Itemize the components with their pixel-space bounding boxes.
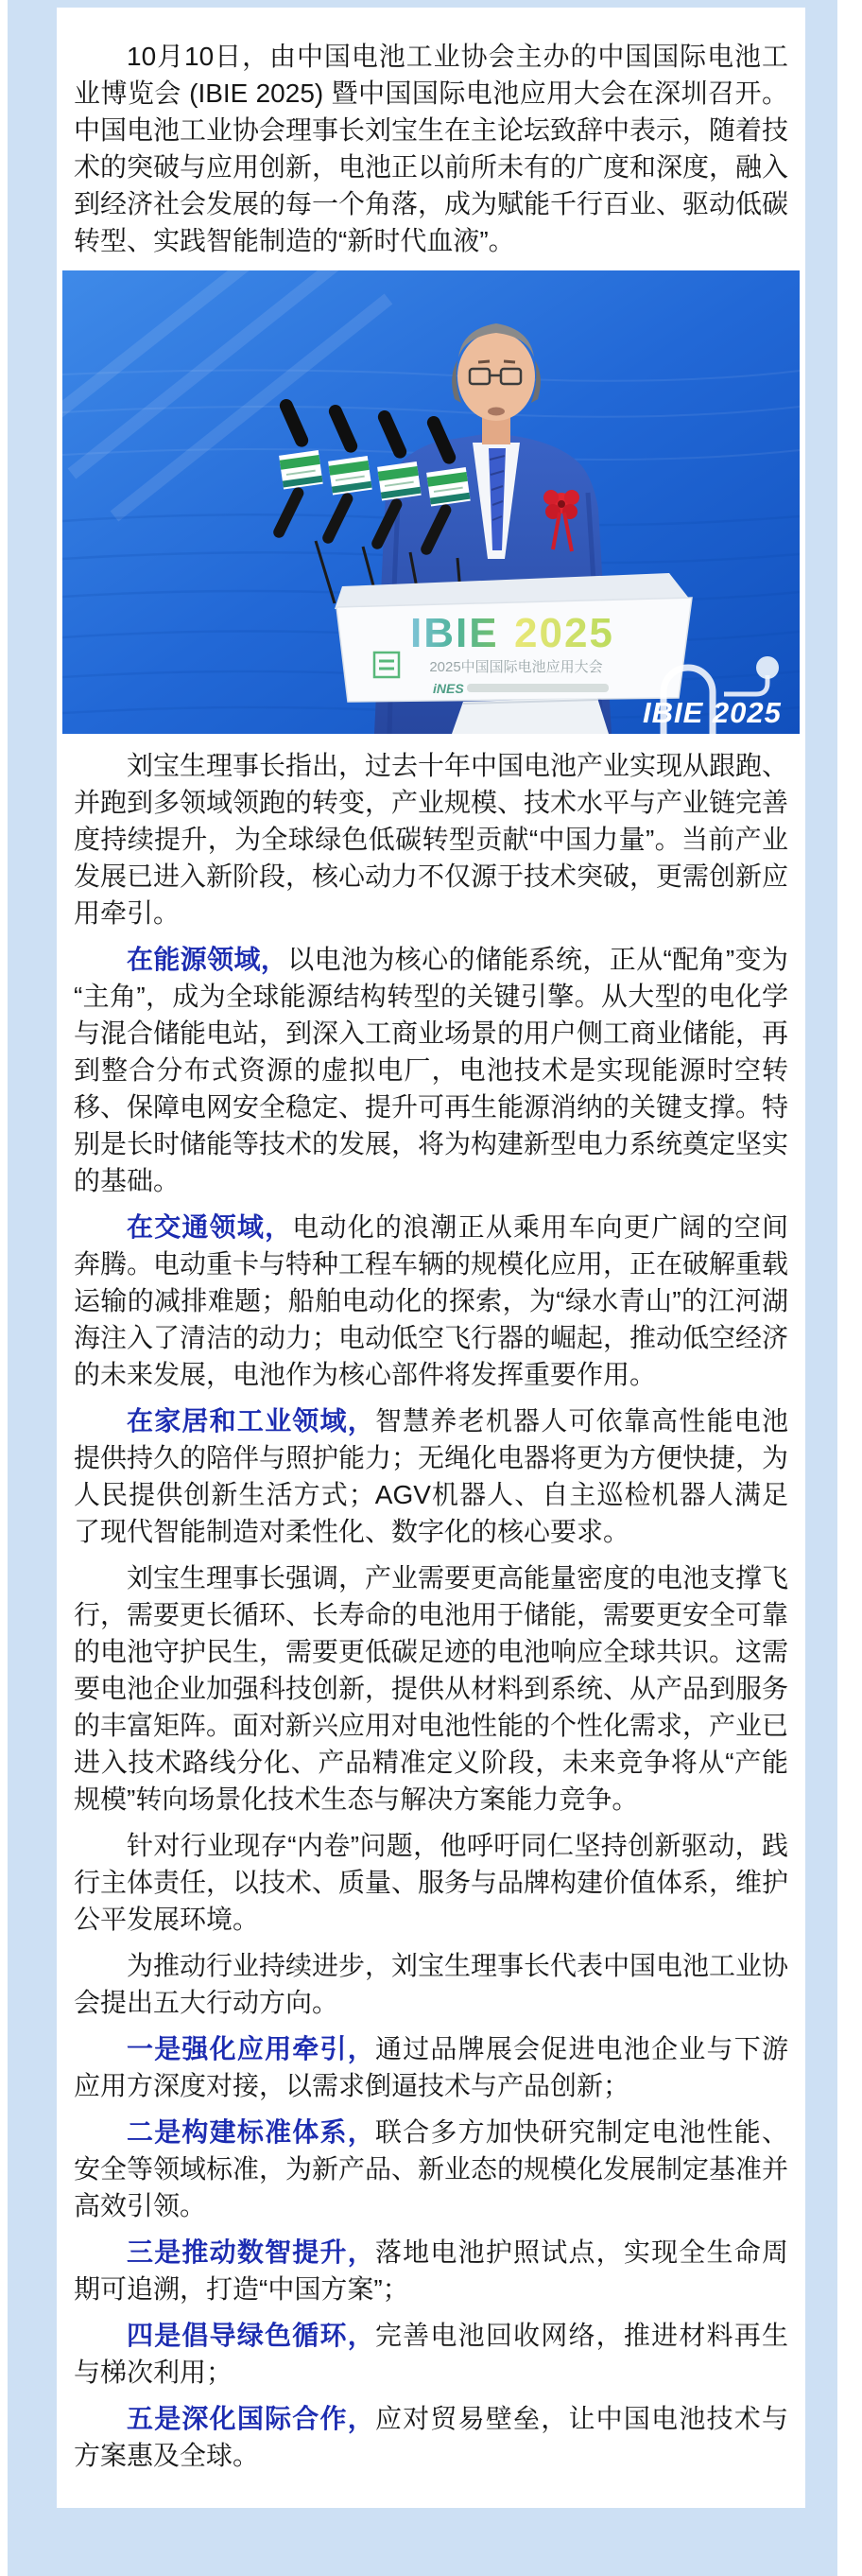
paragraph: 针对行业现存“内卷”问题，他呼吁同仁坚持创新驱动，践行主体责任，以技术、质量、服务与品牌构建价值体系，维护公平发展环境。 bbox=[74, 1831, 789, 1934]
photo-watermark: IBIE 2025 bbox=[643, 696, 782, 729]
paragraph-lead: 一是强化应用牵引， bbox=[127, 2034, 375, 2063]
article-intro bbox=[74, 38, 788, 259]
speaker-photo bbox=[62, 270, 800, 734]
paragraph: 10月10日，由中国电池工业协会主办的中国国际电池工业博览会 (IBIE 2025) 暨中国国际电池应用大会在深圳召开。中国电池工业协会理事长刘宝生在主论坛致辞中表示，随着技术的突破与应用创新，电池正以前所未有的广度和深度，融入到经济社会发展的每一个角落，成为赋能千行百业、驱动低碳转型、实践智能制造的“新时代血液”。 bbox=[74, 42, 789, 255]
podium-brand-small: iNES bbox=[433, 681, 464, 696]
article-panel bbox=[8, 0, 837, 2576]
podium-subtitle: 2025中国国际电池应用大会 bbox=[429, 659, 603, 675]
paragraph-lead: 五是深化国际合作， bbox=[127, 2404, 375, 2433]
paragraph: 刘宝生理事长强调，产业需要更高能量密度的电池支撑飞行，需要更长循环、长寿命的电池用于储能，需要更安全可靠的电池守护民生，需要更低碳足迹的电池响应全球共识。这需要电池企业加强科技创新，提供从材料到系统、从产品到服务的丰富矩阵。面对新兴应用对电池性能的个性化需求，产业已进入技术路线分化、产品精准定义阶段，未来竞争将从“产能规模”转向场景化技术生态与解决方案能力竞争。 bbox=[74, 1563, 789, 1814]
paragraph-lead: 二是构建标准体系， bbox=[127, 2117, 375, 2147]
paragraph-lead: 在能源领域， bbox=[127, 945, 288, 974]
paragraph: 二是构建标准体系，联合多方加快研究制定电池性能、安全等领域标准，为新产品、新业态的规模化发展制定基准并高效引领。 bbox=[74, 2117, 789, 2220]
speaker-photo-graphic bbox=[62, 270, 800, 734]
podium-logo-year: 2025 bbox=[514, 610, 614, 656]
paragraph: 刘宝生理事长指出，过去十年中国电池产业实现从跟跑、并跑到多领域领跑的转变，产业规模、技术水平与产业链完善度持续提升，为全球绿色低碳转型贡献“中国力量”。当前产业发展已进入新阶段，核心动力不仅源于技术突破，更需创新应用牵引。 bbox=[74, 751, 789, 928]
paragraph: 在交通领域，电动化的浪潮正从乘用车向更广阔的空间奔腾。电动重卡与特种工程车辆的规模化应用，正在破解重载运输的减排难题；船舶电动化的探索，为“绿水青山”的江河湖海注入了清洁的动力；电动低空飞行器的崛起，推动低空经济的未来发展，电池作为核心部件将发挥重要作用。 bbox=[74, 1212, 789, 1389]
paragraph: 一是强化应用牵引，通过品牌展会促进电池企业与下游应用方深度对接，以需求倒逼技术与产品创新； bbox=[74, 2034, 788, 2100]
article-card bbox=[57, 8, 805, 2508]
paragraph-lead: 在交通领域， bbox=[127, 1212, 293, 1242]
paragraph-lead: 三是推动数智提升， bbox=[127, 2237, 375, 2267]
paragraph: 在家居和工业领域，智慧养老机器人可依靠高性能电池提供持久的陪伴与照护能力；无绳化电器将更为方便快捷，为人民提供创新生活方式；AGV机器人、自主巡检机器人满足了现代智能制造对柔性化、数字化的核心要求。 bbox=[74, 1406, 789, 1546]
paragraph-lead: 四是倡导绿色循环， bbox=[127, 2321, 375, 2350]
paragraph: 四是倡导绿色循环，完善电池回收网络，推进材料再生与梯次利用； bbox=[74, 2321, 788, 2387]
paragraph-lead: 在家居和工业领域， bbox=[127, 1406, 375, 1436]
podium-logo-ibie: IBIE bbox=[410, 610, 499, 656]
article-body bbox=[74, 747, 788, 2474]
paragraph: 五是深化国际合作，应对贸易壁垒，让中国电池技术与方案惠及全球。 bbox=[74, 2404, 788, 2470]
paragraph: 为推动行业持续进步，刘宝生理事长代表中国电池工业协会提出五大行动方向。 bbox=[74, 1951, 789, 2017]
paragraph: 在能源领域，以电池为核心的储能系统，正从“配角”变为“主角”，成为全球能源结构转型的关键引擎。从大型的电化学与混合储能电站，到深入工商业场景的用户侧工商业储能，再到整合分布式资源的虚拟电厂，电池技术是实现能源时空转移、保障电网安全稳定、提升可再生能源消纳的关键支撑。特别是长时储能等技术的发展，将为构建新型电力系统奠定坚实的基础。 bbox=[74, 945, 789, 1195]
paragraph: 三是推动数智提升，落地电池护照试点，实现全生命周期可追溯，打造“中国方案”； bbox=[74, 2237, 788, 2304]
